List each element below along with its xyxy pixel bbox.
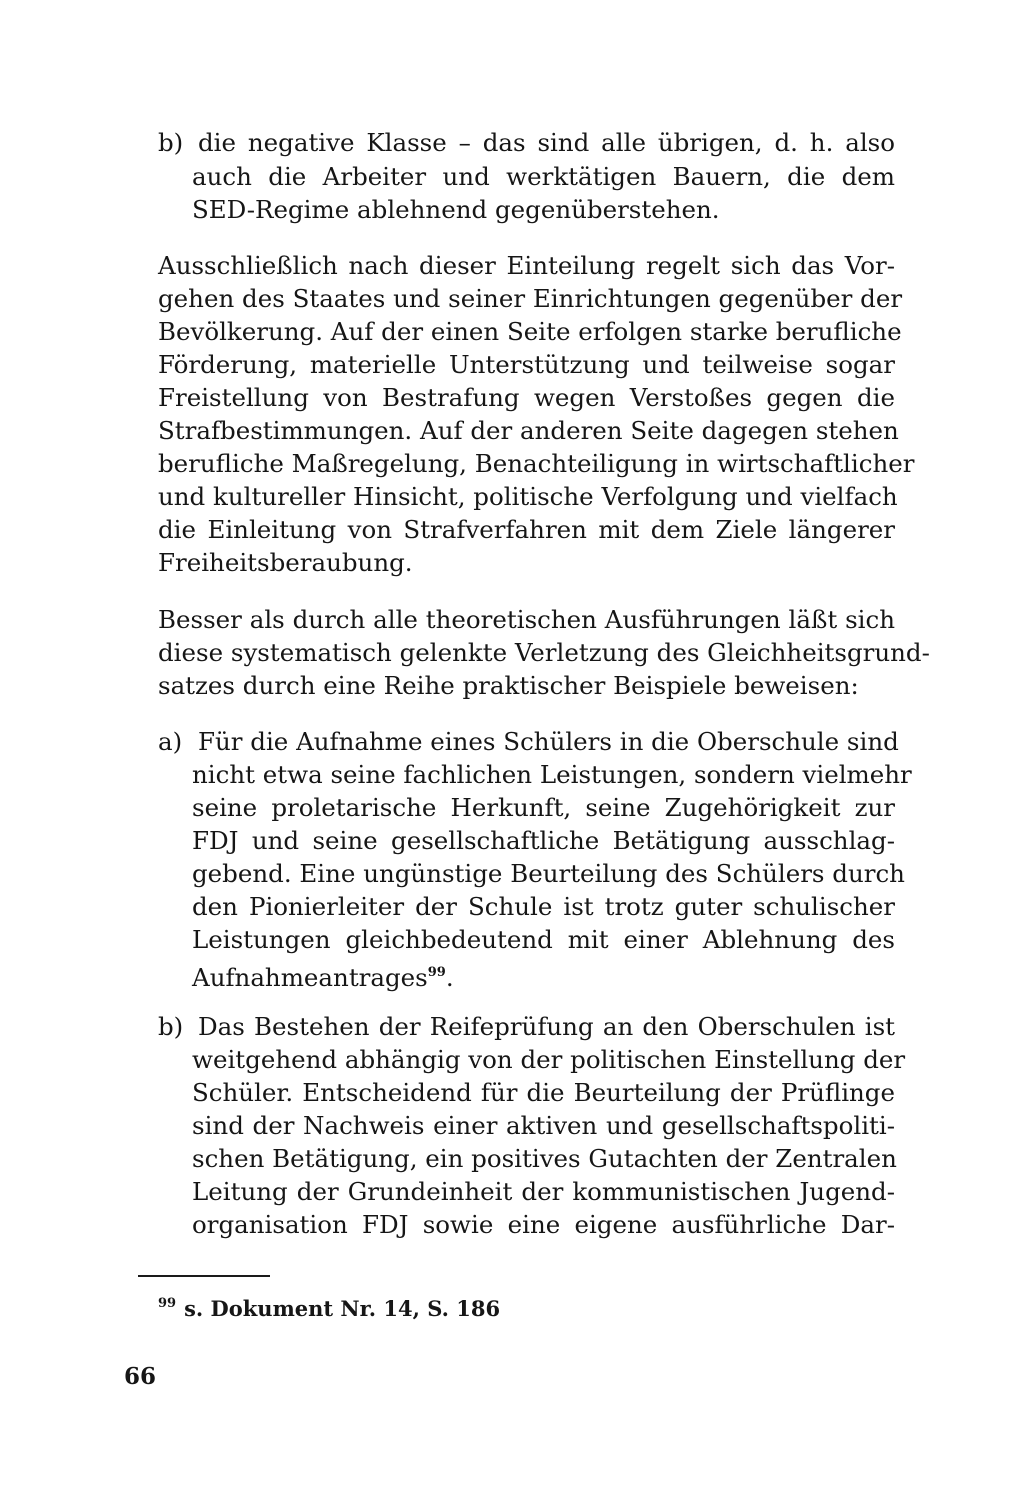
text-line: gehen des Staates und seiner Einrichtungen gegenüber der	[158, 284, 903, 313]
footnote-reference[interactable]: 99	[427, 965, 446, 980]
text-line: Freistellung von Bestrafung wegen Verstoßes gegen die	[158, 383, 895, 412]
text-line-with-footnote	[192, 956, 895, 994]
list-marker: b)	[158, 128, 184, 157]
list-marker: a)	[158, 727, 183, 756]
text-line: auch die Arbeiter und werktätigen Bauern, die dem	[192, 162, 895, 191]
end-punctuation: .	[445, 963, 454, 992]
text-line: organisation FDJ sowie eine eigene ausführliche Dar-	[192, 1210, 895, 1239]
text-line: gebend. Eine ungünstige Beurteilung des Schülers durch	[192, 859, 905, 888]
text-line: SED-Regime ablehnend gegenüberstehen.	[192, 195, 720, 224]
text-line: den Pionierleiter der Schule ist trotz guter schulischer	[192, 892, 895, 921]
footnote-divider	[138, 1275, 270, 1277]
page-number: 66	[124, 1363, 157, 1390]
text-line: Freiheitsberaubung.	[158, 548, 413, 577]
text-line: seine proletarische Herkunft, seine Zugehörigkeit zur	[192, 793, 895, 822]
text-line: Ausschließlich nach dieser Einteilung regelt sich das Vor-	[158, 251, 895, 280]
text-line: nicht etwa seine fachlichen Leistungen, sondern vielmehr	[192, 760, 912, 789]
text-line: Förderung, materielle Unterstützung und teilweise sogar	[158, 350, 895, 379]
text-line: berufliche Maßregelung, Benachteiligung in wirtschaftlicher	[158, 449, 915, 478]
text-line: FDJ und seine gesellschaftliche Betätigung ausschlag-	[192, 826, 895, 855]
text-line: schen Betätigung, ein positives Gutachten der Zentralen	[192, 1144, 897, 1173]
footnote-number: 99	[158, 1296, 177, 1311]
text-line: diese systematisch gelenkte Verletzung des Gleichheitsgrund-	[158, 638, 930, 667]
text-line: Besser als durch alle theoretischen Ausführungen läßt sich	[158, 605, 895, 634]
text-line: Leistungen gleichbedeutend mit einer Ablehnung des	[192, 925, 895, 954]
text-line: die negative Klasse – das sind alle übrigen, d. h. also	[198, 128, 895, 157]
text-line: Strafbestimmungen. Auf der anderen Seite dagegen stehen	[158, 416, 899, 445]
text-line: die Einleitung von Strafverfahren mit dem Ziele längerer	[158, 515, 895, 544]
text-line: Für die Aufnahme eines Schülers in die Oberschule sind	[198, 727, 899, 756]
text-line: Das Bestehen der Reifeprüfung an den Oberschulen ist	[198, 1012, 895, 1041]
text-line: Bevölkerung. Auf der einen Seite erfolgen starke berufliche	[158, 317, 902, 346]
text-line: Aufnahmeantrages	[192, 963, 428, 992]
text-line: weitgehend abhängig von der politischen Einstellung der	[192, 1045, 906, 1074]
text-line: sind der Nachweis einer aktiven und gesellschaftspoliti-	[192, 1111, 895, 1140]
text-line: und kultureller Hinsicht, politische Verfolgung und vielfach	[158, 482, 898, 511]
list-marker: b)	[158, 1012, 184, 1041]
text-line: Schüler. Entscheidend für die Beurteilung der Prüflinge	[192, 1078, 895, 1107]
text-line: satzes durch eine Reihe praktischer Beispiele beweisen:	[158, 671, 859, 700]
footnote	[158, 1296, 500, 1321]
footnote-text: s. Dokument Nr. 14, S. 186	[184, 1296, 501, 1321]
text-line: Leitung der Grundeinheit der kommunistischen Jugend-	[192, 1177, 895, 1206]
